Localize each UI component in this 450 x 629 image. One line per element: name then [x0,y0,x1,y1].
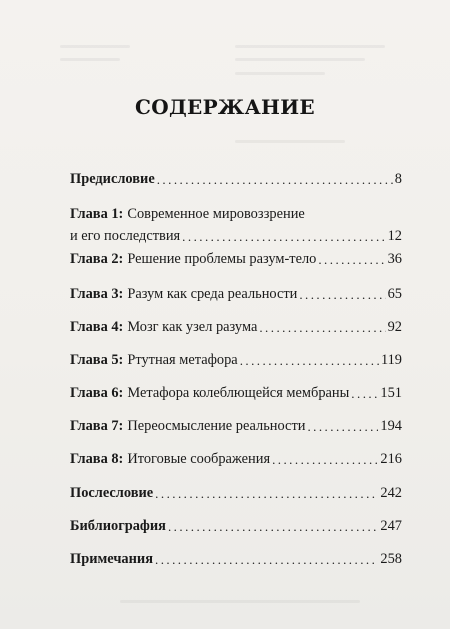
toc-page-number: 8 [394,171,402,187]
toc-page-number: 258 [380,551,402,567]
toc-title: Современное мировоззрение [127,206,305,222]
toc-entry [70,517,402,535]
toc-entry [70,205,402,245]
toc-chapter: Глава 4: [70,319,124,335]
bleed-through-mark [235,72,325,75]
toc-chapter: Глава 6: [70,385,124,401]
toc-chapter: Глава 5: [70,352,124,368]
toc-entry [70,351,402,369]
toc-title: Разум как среда реальности [127,286,298,302]
toc-title: Переосмысление реальности [127,418,306,434]
toc-entry [70,250,402,268]
toc-chapter: Глава 2: [70,251,124,267]
toc-page-number: 36 [387,251,402,267]
toc-title: Ртутная метафора [127,352,238,368]
toc-leader-dots [307,418,378,432]
toc-page-number: 216 [380,451,402,467]
toc-entry [70,170,402,188]
bleed-through-mark [60,58,120,61]
bleed-through-mark [120,600,360,603]
toc-leader-dots [155,485,378,499]
toc-chapter: Предисловие [70,171,155,187]
toc-leader-dots [182,228,385,242]
toc-chapter: Глава 1: [70,206,124,222]
toc-entry [70,285,402,303]
toc-leader-dots [299,286,385,300]
toc-entry [70,450,402,468]
bleed-through-mark [235,45,385,48]
toc-page-number: 12 [387,228,402,244]
toc-leader-dots [318,251,385,265]
toc-title: Мозг как узел разума [127,319,258,335]
toc-page-number: 194 [380,418,402,434]
toc-page-number: 247 [380,518,402,534]
toc-leader-dots [240,352,379,366]
toc-page-number: 151 [380,385,402,401]
toc-leader-dots [157,171,393,185]
toc-chapter: Глава 7: [70,418,124,434]
toc-title: Метафора колеблющейся мембраны [127,385,350,401]
toc-title-continued: и его последствия [70,228,181,244]
toc-chapter: Глава 8: [70,451,124,467]
toc-page-number: 65 [387,286,402,302]
toc-leader-dots [259,319,385,333]
bleed-through-mark [60,45,130,48]
bleed-through-mark [235,140,345,143]
toc-title: Итоговые соображения [127,451,271,467]
toc-chapter: Примечания [70,551,153,567]
toc-title: Решение проблемы разум-тело [127,251,317,267]
toc-leader-dots [155,551,378,565]
toc-chapter: Библиография [70,518,166,534]
toc-page-number: 242 [380,485,402,501]
toc-entry [70,318,402,336]
page-title: СОДЕРЖАНИЕ [135,95,315,119]
toc-entry [70,417,402,435]
toc-leader-dots [351,385,378,399]
toc-page-number: 92 [387,319,402,335]
toc-leader-dots [168,518,378,532]
toc-chapter: Глава 3: [70,286,124,302]
toc-chapter: Послесловие [70,485,154,501]
toc-page-number: 119 [380,352,402,368]
toc-entry [70,384,402,402]
bleed-through-mark [235,58,365,61]
toc-entry [70,484,402,502]
toc-leader-dots [272,451,378,465]
toc-entry [70,550,402,568]
